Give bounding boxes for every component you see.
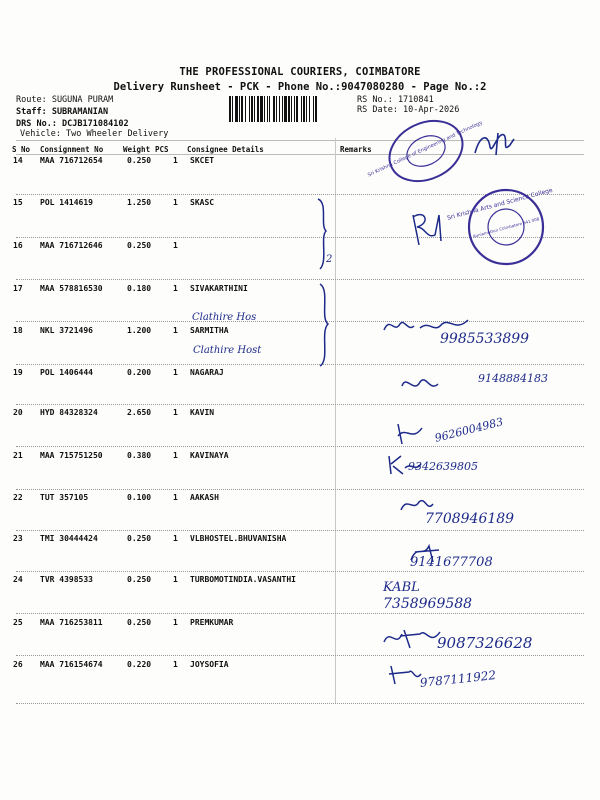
barcode-bar xyxy=(294,96,295,122)
row-weight: 1.200 xyxy=(127,326,152,335)
hand-note-18: Clathire Host xyxy=(193,345,262,356)
row-sno: 18 xyxy=(13,326,23,335)
barcode-bar xyxy=(313,96,314,122)
row-separator xyxy=(16,703,584,704)
row-weight: 0.220 xyxy=(127,660,152,669)
row-sno: 25 xyxy=(13,618,23,627)
row-separator xyxy=(16,530,584,531)
row-pcs: 1 xyxy=(173,241,178,250)
row-sno: 22 xyxy=(13,493,23,502)
row-pcs: 1 xyxy=(173,284,178,293)
row-consignment-no: TUT 357105 xyxy=(40,493,89,502)
row-pcs: 1 xyxy=(173,493,178,502)
row-sno: 15 xyxy=(13,198,23,207)
company-title: THE PROFESSIONAL COURIERS, COIMBATORE xyxy=(179,66,421,78)
hand-phone-21: 9342639805 xyxy=(408,460,478,473)
row-consignment-no: MAA 716712654 xyxy=(40,156,103,165)
hand-kabl: KABL xyxy=(383,580,420,595)
hand-phone-24: 7358969588 xyxy=(383,596,473,612)
hand-phone-18: 9985533899 xyxy=(440,331,530,347)
row-consignment-no: MAA 716154674 xyxy=(40,660,103,669)
row-consignee: TURBOMOTINDIA.VASANTHI xyxy=(190,575,296,584)
barcode-bar xyxy=(309,96,310,122)
row-consignment-no: TVR 4398533 xyxy=(40,575,93,584)
barcode-bar xyxy=(264,96,265,122)
row-weight: 0.250 xyxy=(127,575,152,584)
row-consignee: JOYSOFIA xyxy=(190,660,229,669)
vehicle-label: Vehicle: Two Wheeler Delivery xyxy=(20,129,169,139)
row-separator xyxy=(16,446,584,447)
barcode-bar xyxy=(276,96,277,122)
signature-row-14 xyxy=(470,125,530,165)
col-sno: S No xyxy=(12,145,31,154)
stamp2-city: Kuniamuthur Coimbatore 641 008 xyxy=(472,216,540,239)
stamp2-text: Sri Krishna Arts and Science College xyxy=(446,186,554,222)
row-pcs: 1 xyxy=(173,408,178,417)
row-separator xyxy=(16,655,584,656)
row-separator xyxy=(16,489,584,490)
row-consignment-no: POL 1414619 xyxy=(40,198,93,207)
row-sno: 23 xyxy=(13,534,23,543)
hand-phone-23: 9141677708 xyxy=(410,555,493,570)
barcode-bar xyxy=(241,96,243,122)
row-consignee: KAVIN xyxy=(190,408,215,417)
row-sno: 17 xyxy=(13,284,23,293)
col-remarks: Remarks xyxy=(340,145,372,154)
row-separator xyxy=(16,279,584,280)
barcode-bar xyxy=(232,96,233,122)
staff-label: Staff: SUBRAMANIAN xyxy=(16,107,109,117)
barcode-bar xyxy=(249,96,250,122)
row-weight: 0.250 xyxy=(127,618,152,627)
col-consignment: Consignment No xyxy=(40,145,104,154)
row-consignment-no: MAA 716253811 xyxy=(40,618,103,627)
row-consignee: PREMKUMAR xyxy=(190,618,234,627)
row-consignment-no: HYD 84328324 xyxy=(40,408,98,417)
col-pcs: PCS xyxy=(155,145,169,154)
barcode-bar xyxy=(251,96,253,122)
stamp1-text: Sri Krishna College of Engineering and Technology xyxy=(366,119,484,179)
barcode-bar xyxy=(291,96,292,122)
barcode-bar xyxy=(235,96,238,122)
bracket-17 xyxy=(316,280,336,370)
col-consignee: Consignee Details xyxy=(187,145,264,154)
hand-phone-26: 9787111922 xyxy=(419,668,497,690)
route-label: Route: SUGUNA PURAM xyxy=(16,95,114,105)
barcode-bar xyxy=(306,96,307,122)
row-consignment-no: NKL 3721496 xyxy=(40,326,93,335)
college-stamp-2 xyxy=(446,186,554,268)
barcode-bar xyxy=(254,96,255,122)
row-pcs: 1 xyxy=(173,618,178,627)
row-weight: 0.250 xyxy=(127,241,152,250)
barcode-bar xyxy=(301,96,302,122)
barcode-bar xyxy=(296,96,298,122)
row-consignee: KAVINAYA xyxy=(190,451,229,460)
row-consignment-no: MAA 716712646 xyxy=(40,241,103,250)
row-separator xyxy=(16,404,584,405)
barcode-bar xyxy=(279,96,280,122)
barcode-bar xyxy=(273,96,275,122)
row-pcs: 1 xyxy=(173,198,178,207)
row-weight: 0.380 xyxy=(127,451,152,460)
row-consignee: SARMITHA xyxy=(190,326,229,335)
row-consignee: NAGARAJ xyxy=(190,368,224,377)
row-separator xyxy=(16,364,584,365)
row-consignment-no: POL 1406444 xyxy=(40,368,93,377)
row-sno: 16 xyxy=(13,241,23,250)
row-sno: 21 xyxy=(13,451,23,460)
barcode-bar xyxy=(239,96,240,122)
row-consignee: AAKASH xyxy=(190,493,219,502)
row-consignee: SKCET xyxy=(190,156,215,165)
barcode-bar xyxy=(257,96,259,122)
row-pcs: 1 xyxy=(173,368,178,377)
row-consignment-no: MAA 578816530 xyxy=(40,284,103,293)
hand-phone-25: 9087326628 xyxy=(437,634,533,652)
row-consignment-no: MAA 715751250 xyxy=(40,451,103,460)
drs-label: DRS No.: DCJB171084102 xyxy=(16,119,129,129)
row-weight: 0.250 xyxy=(127,534,152,543)
row-consignee: SIVAKARTHINI xyxy=(190,284,248,293)
row-sno: 26 xyxy=(13,660,23,669)
hand-phone-20: 9626004983 xyxy=(433,415,505,445)
signature-row-15 xyxy=(405,205,455,255)
hand-phone-19: 9148884183 xyxy=(478,372,548,385)
row-consignee: VLBHOSTEL.BHUVANISHA xyxy=(190,534,287,543)
row-weight: 0.100 xyxy=(127,493,152,502)
row-sno: 19 xyxy=(13,368,23,377)
barcode-bar xyxy=(282,96,283,122)
row-weight: 0.180 xyxy=(127,284,152,293)
hand-phone-22: 7708946189 xyxy=(425,511,515,527)
hand-note-16: 2 xyxy=(326,254,333,265)
row-pcs: 1 xyxy=(173,156,178,165)
barcode-bar xyxy=(303,96,305,122)
rs-date-label: RS Date: 10-Apr-2026 xyxy=(357,105,460,115)
barcode-bar xyxy=(288,96,290,122)
row-sno: 24 xyxy=(13,575,23,584)
barcode-bar xyxy=(229,96,231,122)
row-weight: 2.650 xyxy=(127,408,152,417)
col-weight: Weight xyxy=(123,145,151,154)
row-consignee: SKASC xyxy=(190,198,215,207)
rs-no-label: RS No.: 1710841 xyxy=(357,95,434,105)
row-pcs: 1 xyxy=(173,451,178,460)
row-weight: 1.250 xyxy=(127,198,152,207)
row-pcs: 1 xyxy=(173,326,178,335)
row-separator xyxy=(16,321,584,322)
row-weight: 0.200 xyxy=(127,368,152,377)
row-pcs: 1 xyxy=(173,534,178,543)
barcode-bar xyxy=(245,96,246,122)
signature-row-19 xyxy=(398,372,446,396)
row-weight: 0.250 xyxy=(127,156,152,165)
row-sno: 14 xyxy=(13,156,23,165)
row-consignment-no: TMI 30444424 xyxy=(40,534,98,543)
barcode-bar xyxy=(284,96,287,122)
barcode xyxy=(228,96,356,122)
barcode-bar xyxy=(269,96,270,122)
row-pcs: 1 xyxy=(173,575,178,584)
college-stamp-1 xyxy=(366,119,484,182)
signature-row-20 xyxy=(392,418,432,448)
row-pcs: 1 xyxy=(173,660,178,669)
barcode-bar xyxy=(315,96,317,122)
hand-note-17: Clathire Hos xyxy=(192,312,257,323)
row-sno: 20 xyxy=(13,408,23,417)
barcode-bar xyxy=(260,96,263,122)
row-separator xyxy=(16,571,584,572)
barcode-bar xyxy=(267,96,268,122)
row-separator xyxy=(16,613,584,614)
runsheet-subtitle: Delivery Runsheet - PCK - Phone No.:9047080280 - Page No.:2 xyxy=(113,81,487,93)
